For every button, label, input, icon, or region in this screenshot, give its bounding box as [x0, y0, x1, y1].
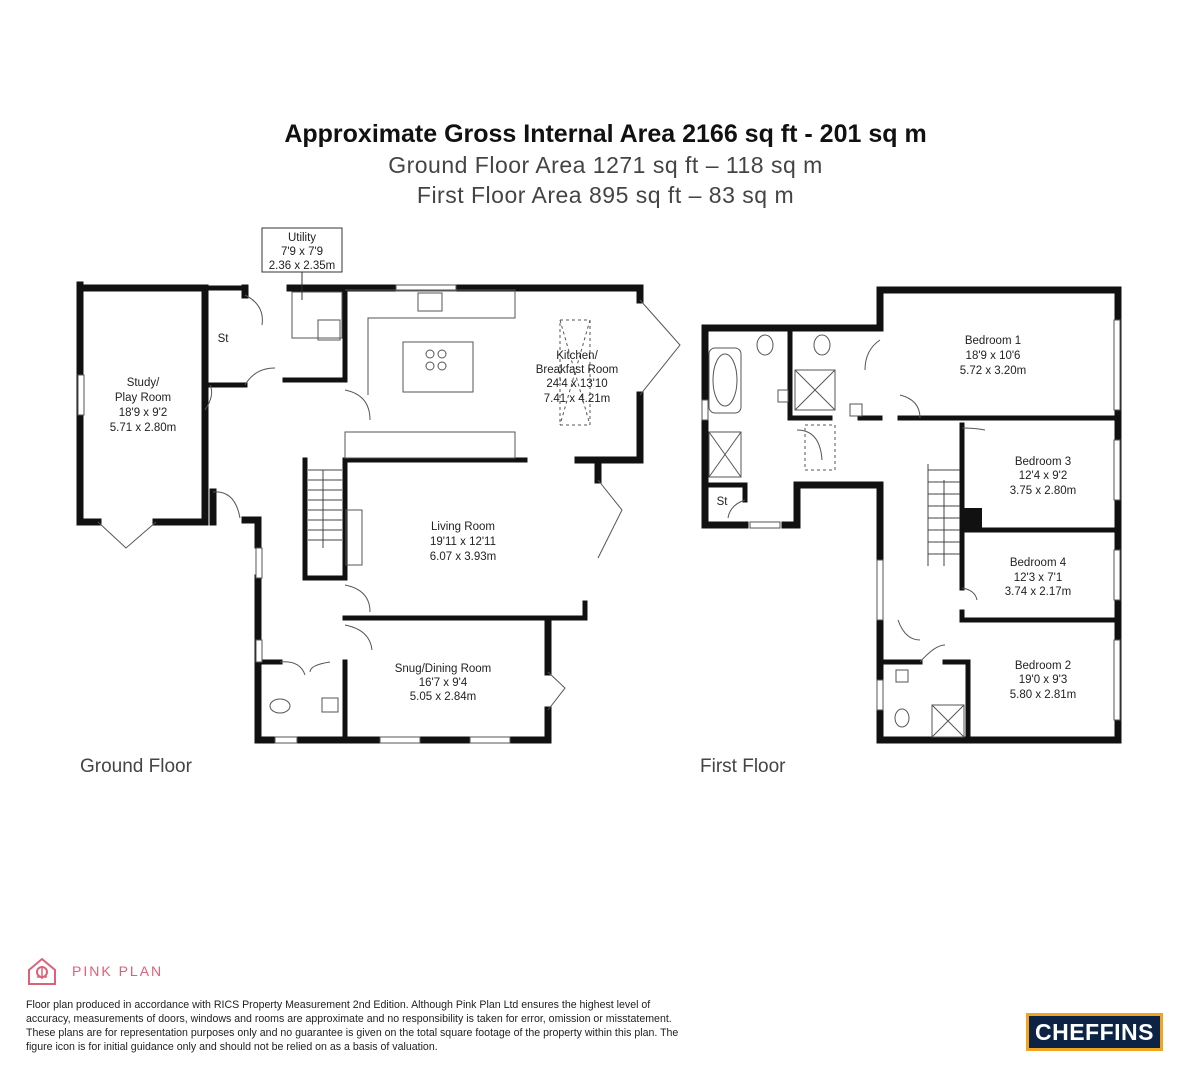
living-imperial: 19'11 x 12'11 [430, 536, 496, 548]
kitchen-bay-wall [578, 395, 640, 480]
kitchen-name-1: Kitchen/ [556, 350, 598, 362]
study-name-2: Play Room [114, 392, 172, 404]
bed4-name: Bedroom 4 [1009, 557, 1067, 569]
study-imperial: 18'9 x 9'2 [118, 407, 168, 419]
wc-walls [258, 662, 345, 740]
bed2-name: Bedroom 2 [1014, 660, 1072, 672]
bed1-metric: 5.72 x 3.20m [959, 365, 1027, 377]
utility-imperial: 7'9 x 7'9 [280, 246, 324, 258]
hall-left-wall [213, 492, 258, 740]
bed4-metric: 3.74 x 2.17m [1004, 586, 1072, 598]
ground-floor-label: Ground Floor [80, 756, 192, 777]
first-room-labels [717, 335, 1077, 701]
kitchen-metric: 7.41 x 4.21m [543, 393, 611, 405]
living-snug-wall [345, 603, 585, 618]
kitchen-name-2: Breakfast Room [535, 364, 619, 376]
study-store-name: St [217, 333, 229, 345]
snug-imperial: 16'7 x 9'4 [418, 677, 468, 689]
gross-area-title: Approximate Gross Internal Area 2166 sq ft - 201 sq m [284, 120, 927, 148]
pink-plan-brand [26, 955, 163, 987]
brand-name: PINK PLAN [72, 963, 164, 979]
pink-plan-house-icon [26, 955, 58, 987]
bed1-name: Bedroom 1 [964, 335, 1022, 347]
snug-name: Snug/Dining Room [394, 663, 492, 675]
bed2-imperial: 19'0 x 9'3 [1018, 674, 1068, 686]
bed2-metric: 5.80 x 2.81m [1009, 689, 1077, 701]
bed3-name: Bedroom 3 [1014, 456, 1072, 468]
bed1-imperial: 18'9 x 10'6 [965, 350, 1021, 362]
bed4-imperial: 12'3 x 7'1 [1013, 572, 1063, 584]
ff-store-name: St [716, 496, 728, 508]
living-metric: 6.07 x 3.93m [429, 551, 497, 563]
first-floor-area: First Floor Area 895 sq ft – 83 sq m [416, 182, 795, 208]
ff-left-block-wall [705, 290, 1118, 740]
bed3-metric: 3.75 x 2.80m [1009, 485, 1077, 497]
cheffins-logo: CHEFFINS [1026, 1013, 1163, 1051]
utility-name: Utility [287, 232, 317, 244]
ground-room-labels [110, 232, 618, 703]
living-name: Living Room [431, 521, 495, 533]
first-floor-plan [705, 290, 1118, 740]
living-left-wall [305, 460, 345, 578]
study-metric: 5.71 x 2.80m [109, 422, 177, 434]
utility-metric: 2.36 x 2.35m [268, 260, 336, 272]
utility-inner-wall [285, 288, 345, 380]
kitchen-imperial: 24'4 x 13'10 [546, 378, 608, 390]
study-name-1: Study/ [126, 377, 160, 389]
snug-metric: 5.05 x 2.84m [409, 691, 477, 703]
ground-floor-area: Ground Floor Area 1271 sq ft – 118 sq m [388, 152, 823, 178]
first-floor-label: First Floor [700, 756, 786, 777]
bed3-imperial: 12'4 x 9'2 [1018, 470, 1068, 482]
disclaimer-text: Floor plan produced in accordance with RICS Property Measurement 2nd Edition. Although Pink Plan Ltd ensures the highest level of accuracy, measurements of doors, windows and rooms are approximate and no responsibility is taken for error, omission or misstatement. These plans are for representation purposes only and no guarantee is given on the total square footage of the property within this plan. The figure icon is for initial guidance only and should not be relied on as a basis of valuation. [26, 999, 679, 1053]
